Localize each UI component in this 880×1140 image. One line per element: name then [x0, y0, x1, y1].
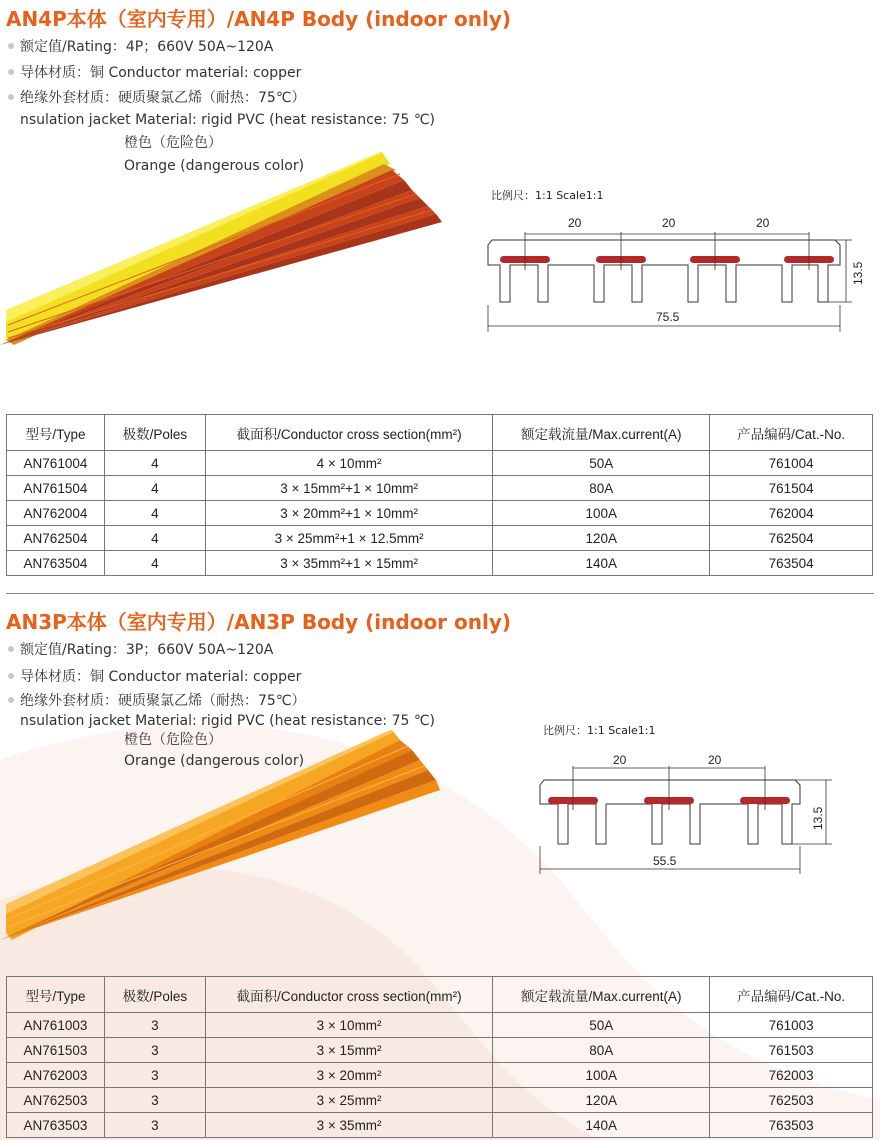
table-row: AN761004 4 4 × 10mm² 50A 761004: [7, 451, 873, 476]
table-row: AN762504 4 3 × 25mm²+1 × 12.5mm² 120A 762504: [7, 526, 873, 551]
col-type: 型号/Type: [7, 415, 105, 451]
table-row: AN761504 4 3 × 15mm²+1 × 10mm² 80A 761504: [7, 476, 873, 501]
section-divider: [6, 593, 874, 594]
rating-line: 额定值/Rating：4P；660V 50A~120A: [8, 38, 273, 56]
table-row: AN762003 3 3 × 20mm² 100A 762003: [7, 1063, 873, 1088]
color-line-en: Orange (dangerous color): [124, 753, 305, 769]
bullet-icon: [8, 69, 14, 75]
bullet-icon: [8, 697, 14, 703]
table-header-row: [7, 415, 873, 451]
bullet-icon: [8, 43, 14, 49]
color-line-en: Orange (dangerous color): [124, 158, 305, 174]
height-dimension: 13.5: [811, 806, 825, 830]
col-cat-no: 产品编码/Cat.-No.: [710, 977, 873, 1013]
col-poles: 极数/Poles: [104, 415, 205, 451]
col-poles: 极数/Poles: [104, 977, 205, 1013]
col-max-current: 额定载流量/Max.current(A): [493, 415, 710, 451]
width-dimension: 55.5: [653, 854, 677, 868]
table-row: AN762503 3 3 × 25mm² 120A 762503: [7, 1088, 873, 1113]
scale-label: 比例尺：1:1 Scale1:1: [543, 724, 656, 737]
jacket-line: 绝缘外套材质：硬质聚氯乙烯（耐热：75℃）: [8, 89, 306, 107]
pitch-dimension: 20: [708, 753, 722, 767]
col-max-current: 额定载流量/Max.current(A): [493, 977, 710, 1013]
an4p-spec-table: [6, 414, 873, 576]
pitch-dimension: 20: [613, 753, 627, 767]
jacket-line-en: nsulation jacket Material: rigid PVC (heat resistance: 75 ℃): [20, 112, 436, 128]
an4p-cross-section-diagram: [480, 210, 870, 335]
scale-label: 比例尺：1:1 Scale1:1: [491, 189, 604, 202]
an3p-cross-section-diagram: [530, 746, 850, 876]
table-header-row: [7, 977, 873, 1013]
height-dimension: 13.5: [851, 261, 865, 285]
conductor-line: 导体材质：铜 Conductor material: copper: [8, 64, 301, 82]
section-title: AN4P本体（室内专用）/AN4P Body (indoor only): [6, 7, 512, 31]
table-row: AN761003 3 3 × 10mm² 50A 761003: [7, 1013, 873, 1038]
bullet-icon: [8, 673, 14, 679]
conductor-line: 导体材质：铜 Conductor material: copper: [8, 668, 301, 686]
table-row: AN763503 3 3 × 35mm² 140A 763503: [7, 1113, 873, 1138]
bullet-icon: [8, 94, 14, 100]
section-title: AN3P本体（室内专用）/AN3P Body (indoor only): [6, 610, 512, 634]
col-cat-no: 产品编码/Cat.-No.: [710, 415, 873, 451]
pitch-dimension: 20: [568, 216, 582, 230]
color-line-cn: 橙色（危险色）: [124, 732, 222, 748]
an4p-busbar-image: [0, 150, 450, 345]
col-cross-section: 截面积/Conductor cross section(mm²): [205, 977, 493, 1013]
color-line-cn: 橙色（危险色）: [124, 135, 222, 151]
rating-line: 额定值/Rating：3P；660V 50A~120A: [8, 641, 273, 659]
table-row: AN763504 4 3 × 35mm²+1 × 15mm² 140A 763504: [7, 551, 873, 576]
pitch-dimension: 20: [756, 216, 770, 230]
bullet-icon: [8, 646, 14, 652]
an3p-busbar-image: [0, 728, 450, 943]
col-type: 型号/Type: [7, 977, 105, 1013]
jacket-line: 绝缘外套材质：硬质聚氯乙烯（耐热：75℃）: [8, 692, 306, 710]
table-row: AN761503 3 3 × 15mm² 80A 761503: [7, 1038, 873, 1063]
an3p-spec-table: [6, 976, 873, 1138]
table-row: AN762004 4 3 × 20mm²+1 × 10mm² 100A 762004: [7, 501, 873, 526]
width-dimension: 75.5: [656, 310, 680, 324]
col-cross-section: 截面积/Conductor cross section(mm²): [205, 415, 493, 451]
pitch-dimension: 20: [662, 216, 676, 230]
jacket-line-en: nsulation jacket Material: rigid PVC (heat resistance: 75 ℃): [20, 713, 436, 729]
